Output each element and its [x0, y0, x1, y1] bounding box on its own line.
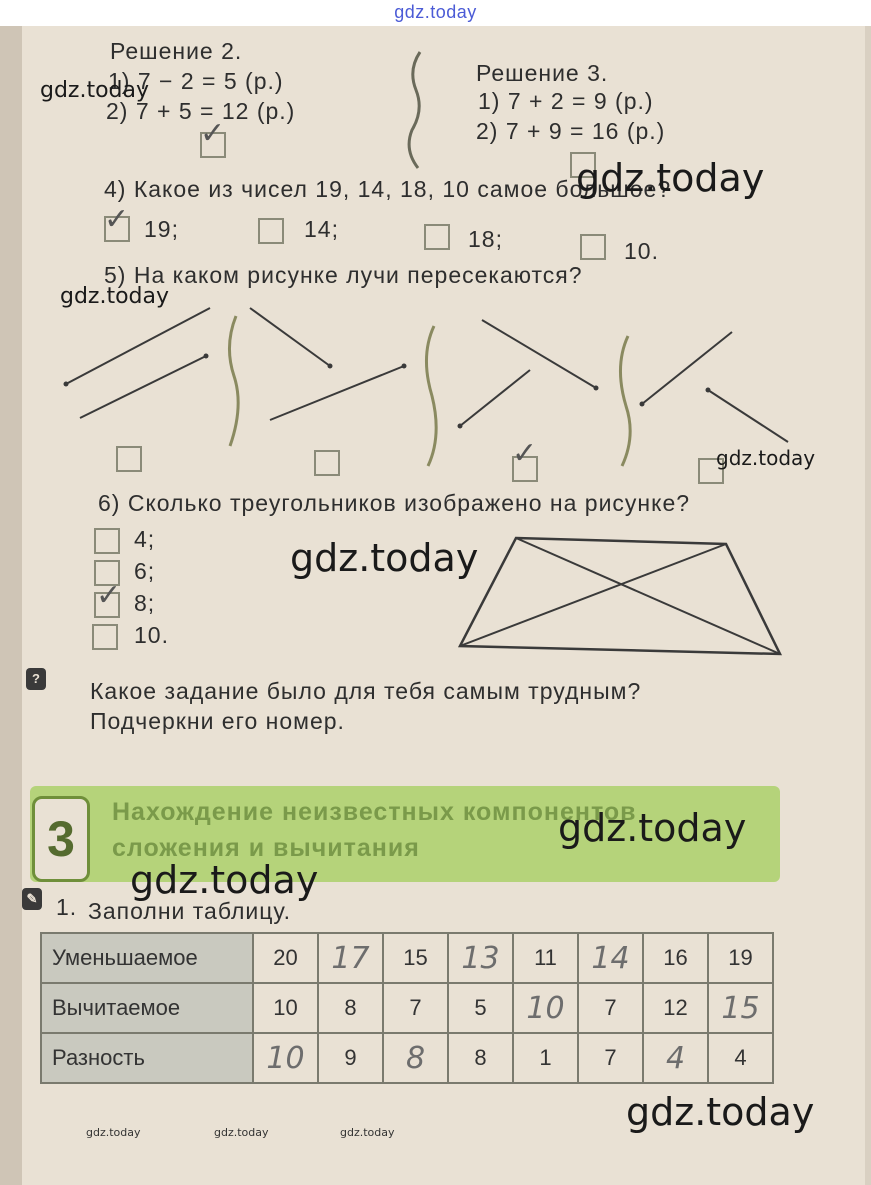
watermark: gdz.today	[60, 284, 170, 309]
q4-option-box-2[interactable]	[258, 218, 284, 244]
table-cell-handwritten[interactable]: 13	[448, 933, 513, 983]
check-mark-icon: ✓	[200, 116, 226, 151]
watermark: gdz.today	[290, 536, 479, 580]
section-number: 3	[32, 796, 90, 882]
section-title-line2: сложения и вычитания	[112, 834, 420, 862]
table-cell-handwritten[interactable]: 10	[253, 1033, 318, 1083]
watermark: gdz.today	[40, 78, 150, 103]
solution3-line1: 1) 7 + 2 = 9 (р.)	[478, 88, 654, 114]
row-label-minuend: Уменьшаемое	[41, 933, 253, 983]
table-cell[interactable]: 1	[513, 1033, 578, 1083]
task-icon: ✎	[22, 888, 42, 910]
table-cell[interactable]: 7	[578, 983, 643, 1033]
q6-option-4: 10.	[134, 622, 169, 648]
check-mark-icon: ✓	[96, 578, 122, 613]
watermark: gdz.today	[130, 858, 319, 902]
top-watermark: gdz.today	[394, 2, 477, 22]
row-label-subtrahend: Вычитаемое	[41, 983, 253, 1033]
task1-number: 1.	[56, 894, 78, 920]
table-cell[interactable]: 8	[318, 983, 383, 1033]
table-cell[interactable]: 5	[448, 983, 513, 1033]
q5-option-box-1[interactable]	[116, 446, 142, 472]
reflection-line2: Подчеркни его номер.	[90, 708, 345, 734]
table-cell[interactable]: 15	[383, 933, 448, 983]
watermark: gdz.today	[576, 156, 765, 200]
solution3-line2: 2) 7 + 9 = 16 (р.)	[476, 118, 666, 144]
watermark: gdz.today	[558, 806, 747, 850]
q4-option-box-3[interactable]	[424, 224, 450, 250]
q6-option-box-1[interactable]	[94, 528, 120, 554]
q6-text: 6) Сколько треугольников изображено на рисунке?	[98, 490, 691, 516]
page-edge	[0, 26, 22, 1185]
table-cell[interactable]: 11	[513, 933, 578, 983]
q5-option-box-2[interactable]	[314, 450, 340, 476]
table-row	[41, 983, 773, 1033]
solution2-line1: 1) 7 − 2 = 5 (р.)	[108, 68, 284, 94]
solution2-heading: Решение 2.	[110, 38, 243, 64]
trapezoid-figure	[450, 532, 790, 662]
q4-option-1: 19;	[144, 216, 179, 242]
table-cell-handwritten[interactable]: 17	[318, 933, 383, 983]
q4-option-box-4[interactable]	[580, 234, 606, 260]
q6-option-3: 8;	[134, 590, 156, 616]
reflection-line1: Какое задание было для тебя самым трудным?	[90, 678, 642, 704]
watermark: gdz.today	[340, 1126, 395, 1139]
watermark: gdz.today	[214, 1126, 269, 1139]
task1-text: Заполни таблицу.	[88, 898, 292, 924]
table-cell-handwritten[interactable]: 10	[513, 983, 578, 1033]
table-cell[interactable]: 8	[448, 1033, 513, 1083]
solution3-heading: Решение 3.	[476, 60, 609, 86]
table-cell[interactable]: 19	[708, 933, 773, 983]
workbook-page	[0, 26, 871, 1185]
watermark: gdz.today	[716, 446, 816, 470]
check-mark-icon: ✓	[512, 436, 538, 471]
table-cell[interactable]: 10	[253, 983, 318, 1033]
q6-option-1: 4;	[134, 526, 156, 552]
table-cell-handwritten[interactable]: 15	[708, 983, 773, 1033]
table-cell[interactable]: 16	[643, 933, 708, 983]
row-label-difference: Разность	[41, 1033, 253, 1083]
table-cell-handwritten[interactable]: 4	[643, 1033, 708, 1083]
section-title-line1: Нахождение неизвестных компонентов	[112, 798, 637, 826]
q6-option-2: 6;	[134, 558, 156, 584]
table-cell[interactable]: 7	[578, 1033, 643, 1083]
table-cell[interactable]: 9	[318, 1033, 383, 1083]
table-cell-handwritten[interactable]: 8	[383, 1033, 448, 1083]
solution2-line2: 2) 7 + 5 = 12 (р.)	[106, 98, 296, 124]
table-cell[interactable]: 4	[708, 1033, 773, 1083]
table-cell-handwritten[interactable]: 14	[578, 933, 643, 983]
q4-option-3: 18;	[468, 226, 503, 252]
check-mark-icon: ✓	[104, 202, 130, 237]
watermark: gdz.today	[86, 1126, 141, 1139]
subtraction-table	[40, 932, 774, 1084]
table-cell[interactable]: 20	[253, 933, 318, 983]
table-cell[interactable]: 7	[383, 983, 448, 1033]
q5-text: 5) На каком рисунке лучи пересекаются?	[104, 262, 583, 288]
q4-text: 4) Какое из чисел 19, 14, 18, 10 самое большое?	[104, 176, 672, 202]
q4-option-4: 10.	[624, 238, 659, 264]
brace-divider	[402, 50, 432, 170]
reflection-icon: ?	[26, 668, 46, 690]
q6-option-box-4[interactable]	[92, 624, 118, 650]
page-right-edge	[865, 26, 871, 1185]
table-row	[41, 933, 773, 983]
table-cell[interactable]: 12	[643, 983, 708, 1033]
table-row	[41, 1033, 773, 1083]
q4-option-2: 14;	[304, 216, 339, 242]
watermark: gdz.today	[626, 1090, 815, 1134]
